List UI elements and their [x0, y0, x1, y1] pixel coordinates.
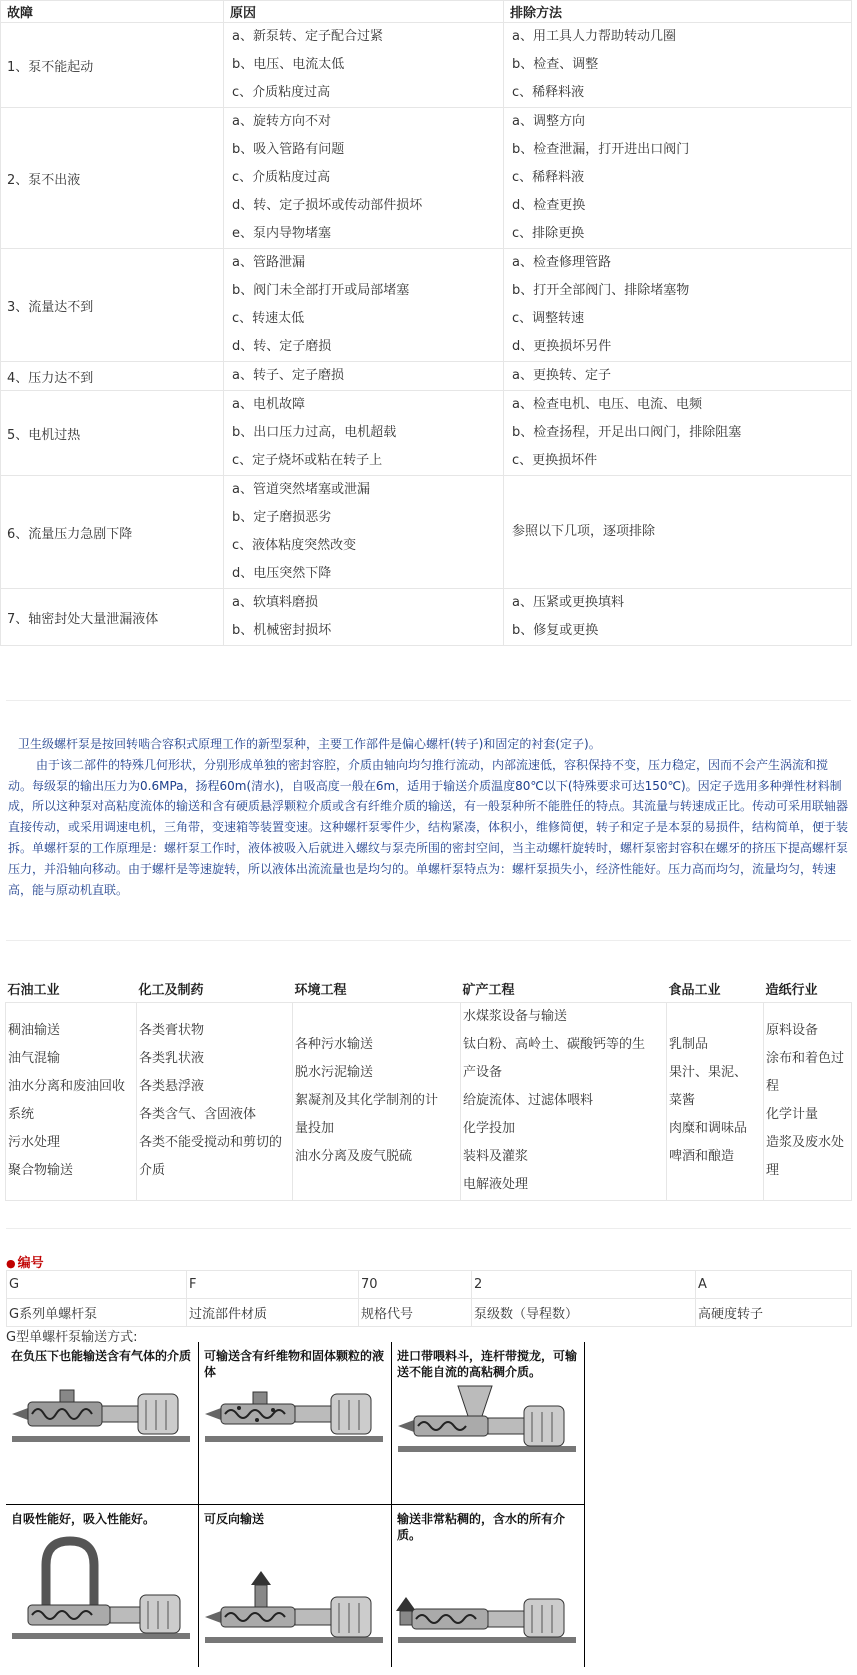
industry-item: 产设备 [463, 1065, 503, 1080]
fault-name: 5、电机过热 [1, 391, 224, 476]
table-row [1, 23, 852, 108]
remedy-line: a、压紧或更换填料 [512, 595, 624, 610]
industry-item: 水煤浆设备与输送 [463, 1009, 568, 1024]
mode-description: 进口带喂料斗，连杆带搅龙，可输送不能自流的高粘稠介质。 [397, 1349, 578, 1379]
industry-table [5, 976, 852, 1201]
industry-item: 钛白粉、高岭土、碳酸钙等的生 [463, 1037, 646, 1052]
fault-name: 6、流量压力急剧下降 [1, 476, 224, 589]
pump-hopper-illustration [392, 1342, 585, 1504]
fault-table [0, 0, 852, 646]
remedy-line: b、检查泄漏，打开进出口阀门 [512, 142, 690, 157]
cause-line: c、定子烧坏或粘在转子上 [232, 453, 383, 468]
industry-item: 污水处理 [8, 1135, 61, 1150]
industry-cell [461, 1002, 667, 1200]
industry-title: 造纸行业 [764, 976, 852, 1002]
industry-item: 絮凝剂及其化学制剂的计 [295, 1093, 439, 1108]
mode-panel [6, 1505, 199, 1667]
remedy-line: a、更换转、定子 [512, 368, 611, 383]
industry-item: 理 [766, 1163, 780, 1178]
industry-item: 果汁、果泥、 [669, 1065, 748, 1080]
cause-line: b、阀门未全部打开或局部堵塞 [232, 283, 410, 298]
mode-panel [199, 1342, 392, 1504]
conveying-modes-diagram [6, 1342, 586, 1667]
mode-description: 在负压下也能输送含有气体的介质 [11, 1349, 192, 1363]
remedy-line: c、调整转速 [512, 311, 585, 326]
remedy-line: b、检查扬程，开足出口阀门，排除阻塞 [512, 425, 742, 440]
intro-paragraph-2: 由于该二部件的特殊几何形状，分别形成单独的密封容腔，介质由轴向均匀推行流动，内部流速低，容积保持不变，压力稳定，因而不会产生涡流和搅动。每级泵的输出压力为0.6MPa，扬程60m(清水)，自吸高度一般在6m，适用于输送介质温度80℃以下(特殊要求可达150℃)。因定子选用多种弹性材料制成，所以这种泵对高粘度流体的输送和含有硬质悬浮颗粒介质或含有纤维介质的输送，有一般泵种所不能胜任的特点。其流量与转速成正比。传动可采用联轴器直接传动，或采用调速电机，三角带，变速箱等装置变速。这种螺杆泵零件少，结构紧凑，体积小，维修简便，转子和定子是本泵的易损件，结构简单，便于装拆。单螺杆泵的工作原理是：螺杆泵工作时，液体被吸入后就进入螺纹与泵壳所围的密封空间，当主动螺杆旋转时，螺杆泵密封容积在螺牙的挤压下提高螺杆泵压力，并沿轴向移动。由于螺杆是等速旋转，所以液体出流流量也是均匀的。单螺杆泵特点为：螺杆泵损失小，经济性能好。压力高而均匀，流量均匀，转速高，能与原动机直联。 [8, 757, 849, 897]
industry-item: 脱水污泥输送 [295, 1065, 374, 1080]
pump-viscous-illustration [392, 1505, 585, 1667]
cause-line: c、液体粘度突然改变 [232, 538, 357, 553]
industry-row [6, 1002, 852, 1200]
cause-line: a、旋转方向不对 [232, 114, 331, 129]
industry-item: 各类含气、含固液体 [139, 1107, 257, 1122]
divider [6, 700, 851, 701]
code-value: 70 [359, 1271, 472, 1299]
industry-item: 化学投加 [463, 1121, 516, 1136]
table-row [1, 589, 852, 646]
mode-description: 可输送含有纤维物和固体颗粒的液体 [204, 1349, 385, 1379]
cause-line: c、介质粘度过高 [232, 85, 331, 100]
conveying-modes-caption: G型单螺杆泵输送方式: [6, 1330, 138, 1345]
cause-cell [224, 589, 504, 646]
cause-line: a、电机故障 [232, 397, 305, 412]
remedy-cell [504, 391, 852, 476]
industry-item: 聚合物输送 [8, 1163, 74, 1178]
grid-divider [6, 1504, 585, 1505]
mode-description: 输送非常粘稠的，含水的所有介质。 [397, 1512, 566, 1542]
fault-name: 7、轴密封处大量泄漏液体 [1, 589, 224, 646]
industry-item: 啤酒和酿造 [669, 1149, 735, 1164]
divider [6, 1228, 851, 1229]
remedy-line: a、用工具人力帮助转动几圈 [512, 29, 676, 44]
pump-self-priming-illustration [6, 1505, 199, 1667]
code-meaning: 泵级数（导程数） [472, 1299, 696, 1327]
industry-item: 肉糜和调味品 [669, 1121, 748, 1136]
industry-item: 稠油输送 [8, 1023, 61, 1038]
fault-name: 4、压力达不到 [1, 362, 224, 391]
industry-cell [6, 1002, 137, 1200]
cause-line: d、电压突然下降 [232, 566, 332, 581]
remedy-line: d、更换损坏另件 [512, 339, 612, 354]
cause-line: c、转速太低 [232, 311, 305, 326]
industry-item: 装料及灌浆 [463, 1149, 529, 1164]
cause-line: d、转、定子损坏或传动部件损坏 [232, 198, 423, 213]
cause-line: a、转子、定子磨损 [232, 368, 344, 383]
remedy-line: d、检查更换 [512, 198, 586, 213]
fault-name: 1、泵不能起动 [1, 23, 224, 108]
cause-line: d、转、定子磨损 [232, 339, 332, 354]
industry-item: 程 [766, 1079, 780, 1094]
industry-cell [667, 1002, 764, 1200]
intro-text [8, 734, 850, 900]
remedy-cell [504, 108, 852, 249]
code-title-text: 编号 [17, 1256, 44, 1271]
industry-cell [137, 1002, 293, 1200]
cause-cell [224, 108, 504, 249]
remedy-line: a、检查电机、电压、电流、电频 [512, 397, 702, 412]
remedy-line: c、排除更换 [512, 226, 585, 241]
industry-title: 石油工业 [6, 976, 137, 1002]
mode-panel [392, 1342, 585, 1504]
header-cause: 原因 [224, 1, 504, 23]
industry-item: 原料设备 [766, 1023, 819, 1038]
code-meanings-row [7, 1299, 852, 1327]
cause-line: b、吸入管路有问题 [232, 142, 345, 157]
code-meaning: 高硬度转子 [696, 1299, 852, 1327]
cause-line: b、出口压力过高，电机超载 [232, 425, 397, 440]
cause-cell [224, 23, 504, 108]
industry-title: 矿产工程 [461, 976, 667, 1002]
industry-item: 电解液处理 [463, 1177, 529, 1192]
header-fault: 故障 [1, 1, 224, 23]
industry-item: 涂布和着色过 [766, 1051, 845, 1066]
pump-reverse-illustration [199, 1505, 392, 1667]
remedy-line: c、稀释料液 [512, 170, 585, 185]
cause-line: a、新泵转、定子配合过紧 [232, 29, 383, 44]
industry-item: 各类乳状液 [139, 1051, 205, 1066]
mode-description: 可反向输送 [204, 1512, 265, 1526]
mode-description: 自吸性能好，吸入性能好。 [11, 1512, 156, 1526]
cause-cell [224, 249, 504, 362]
code-value: A [696, 1271, 852, 1299]
industry-item: 油气混输 [8, 1051, 61, 1066]
industry-item: 乳制品 [669, 1037, 709, 1052]
industry-item: 介质 [139, 1163, 166, 1178]
code-meaning: 过流部件材质 [187, 1299, 359, 1327]
table-row [1, 476, 852, 589]
industry-cell [764, 1002, 852, 1200]
industry-item: 油水分离和废油回收 [8, 1079, 126, 1094]
remedy-line: 参照以下几项，逐项排除 [512, 524, 656, 539]
cause-line: a、软填料磨损 [232, 595, 318, 610]
industry-title: 环境工程 [293, 976, 461, 1002]
remedy-cell [504, 249, 852, 362]
table-row [1, 391, 852, 476]
cause-line: c、介质粘度过高 [232, 170, 331, 185]
remedy-line: b、修复或更换 [512, 623, 599, 638]
remedy-line: a、检查修理管路 [512, 255, 611, 270]
code-section-title [6, 1252, 44, 1271]
remedy-cell [504, 589, 852, 646]
industry-item: 菜酱 [669, 1093, 696, 1108]
remedy-line: a、调整方向 [512, 114, 585, 129]
industry-item: 化学计量 [766, 1107, 819, 1122]
industry-item: 各种污水输送 [295, 1037, 374, 1052]
bullet-icon: ● [6, 1257, 16, 1270]
industry-item: 各类膏状物 [139, 1023, 205, 1038]
table-row [1, 249, 852, 362]
code-values-row [7, 1271, 852, 1299]
cause-line: e、泵内导物堵塞 [232, 226, 331, 241]
mode-panel [6, 1342, 199, 1504]
code-meaning: G系列单螺杆泵 [7, 1299, 187, 1327]
cause-cell [224, 391, 504, 476]
cause-line: a、管路泄漏 [232, 255, 305, 270]
industry-cell [293, 1002, 461, 1200]
table-row [1, 108, 852, 249]
remedy-cell [504, 476, 852, 589]
industry-item: 给旋流体、过滤体喂料 [463, 1093, 594, 1108]
cause-cell [224, 476, 504, 589]
intro-paragraph-1: 卫生级螺杆泵是按回转啮合容积式原理工作的新型泵种，主要工作部件是偏心螺杆(转子)和固定的衬套(定子)。 [18, 737, 601, 751]
cause-line: a、管道突然堵塞或泄漏 [232, 482, 370, 497]
pump-negative-pressure-illustration [6, 1342, 199, 1504]
fault-table-header [1, 1, 852, 23]
industry-title: 食品工业 [667, 976, 764, 1002]
code-value: G [7, 1271, 187, 1299]
code-meaning: 规格代号 [359, 1299, 472, 1327]
remedy-cell [504, 23, 852, 108]
model-code-table [6, 1270, 852, 1327]
remedy-line: b、检查、调整 [512, 57, 599, 72]
industry-header [6, 976, 852, 1002]
industry-item: 系统 [8, 1107, 35, 1122]
industry-item: 各类悬浮液 [139, 1079, 205, 1094]
fault-name: 3、流量达不到 [1, 249, 224, 362]
cause-line: b、电压、电流太低 [232, 57, 345, 72]
industry-item: 量投加 [295, 1121, 335, 1136]
cause-line: b、机械密封损坏 [232, 623, 332, 638]
industry-item: 各类不能受搅动和剪切的 [139, 1135, 283, 1150]
pump-fiber-illustration [199, 1342, 392, 1504]
remedy-line: c、更换损坏件 [512, 453, 598, 468]
code-value: 2 [472, 1271, 696, 1299]
remedy-cell [504, 362, 852, 391]
code-value: F [187, 1271, 359, 1299]
industry-item: 油水分离及废气脱硫 [295, 1149, 413, 1164]
table-row [1, 362, 852, 391]
mode-panel [392, 1505, 585, 1667]
remedy-line: c、稀释料液 [512, 85, 585, 100]
industry-item: 造浆及废水处 [766, 1135, 845, 1150]
header-remedy: 排除方法 [504, 1, 852, 23]
divider [6, 940, 851, 941]
mode-panel [199, 1505, 392, 1667]
cause-cell [224, 362, 504, 391]
industry-title: 化工及制药 [137, 976, 293, 1002]
remedy-line: b、打开全部阀门、排除堵塞物 [512, 283, 690, 298]
cause-line: b、定子磨损恶劣 [232, 510, 332, 525]
fault-name: 2、泵不出液 [1, 108, 224, 249]
